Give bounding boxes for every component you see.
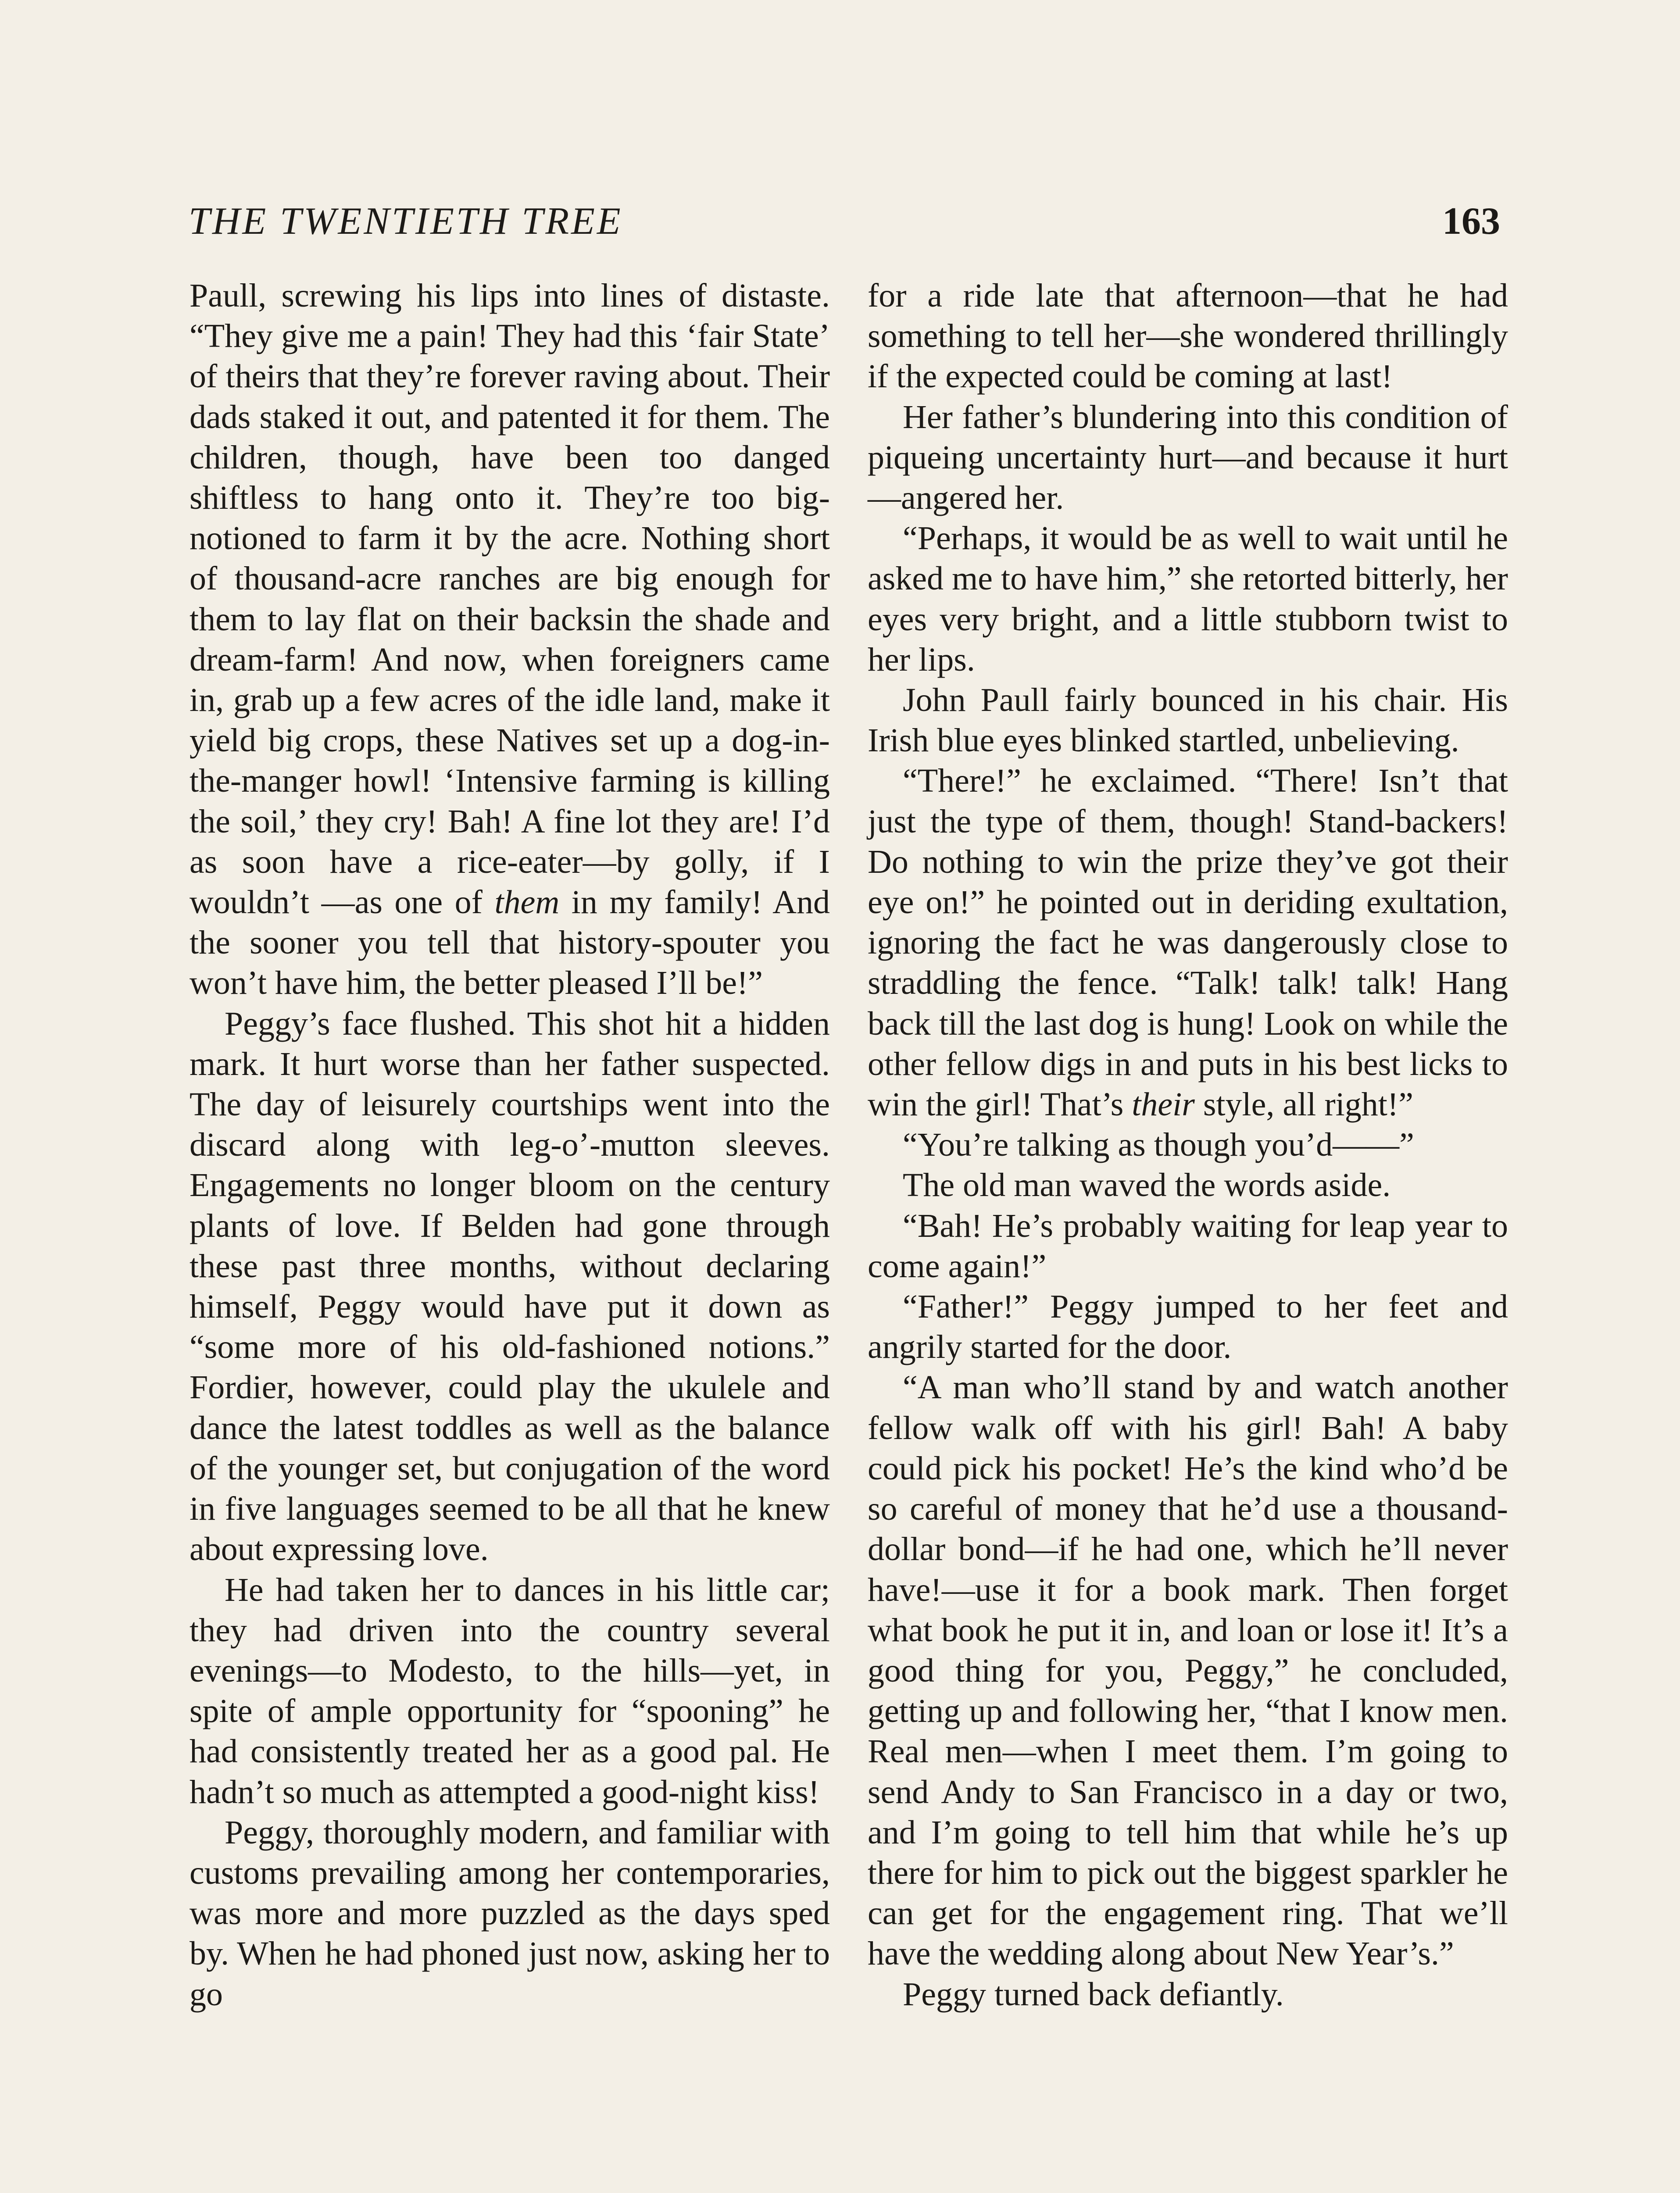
paragraph: Peggy’s face flushed. This shot hit a hidden mark. It hurt worse than her father suspected. The day of leisurely courtships went into the discard along with leg-o’-mutton sleeves. Engagements no longer bloom on the century plants of love. If Belden had gone through these past three months, without declaring himself, Peggy would have put it down as “some more of his old-fashioned notions.” Fordier, however, could play the ukulele and dance the latest toddles as well as the balance of the younger set, but conjugation of the word in five languages seemed to be all that he knew about expressing love. — [189, 1005, 830, 1568]
left-column — [189, 275, 830, 2014]
paragraph-text: style, all right!” — [1194, 1086, 1413, 1123]
running-title: THE TWENTIETH TREE — [189, 200, 623, 243]
paragraph: He had taken her to dances in his little car; they had driven into the country several evenings—to Modesto, to the hills—yet, in spite of ample opportunity for “spooning” he had consistently treated her as a good pal. He hadn’t so much as attempted a good-night kiss! — [189, 1571, 830, 1811]
paragraph: Her father’s blundering into this condition of piqueing uncertainty hurt—and because it hurt—angered her. — [868, 398, 1508, 517]
paragraph-text: “There!” he exclaimed. “There! Isn’t that just the type of them, though! Stand-backers! Do nothing to win the prize they’ve got their eye on!” he pointed out in deriding exultation, ignoring the fact he was dangerously close to straddling the fence. “Talk! talk! talk! Hang back till the last dog is hung! Look on while the other fellow digs in and puts in his best licks to win the girl! That’s — [868, 762, 1508, 1123]
paragraph: for a ride late that afternoon—that he had something to tell her—she wondered thrillingly if the expected could be coming at last! — [868, 277, 1508, 395]
paragraph: John Paull fairly bounced in his chair. His Irish blue eyes blinked startled, unbelieving. — [868, 682, 1508, 759]
page-number: 163 — [1442, 200, 1500, 243]
paragraph-text: Paull, screwing his lips into lines of distaste. “They give me a pain! They had this ‘fair State’ of theirs that they’re forever raving about. Their dads staked it out, and patented it for them. The children, though, have been too danged shiftless to hang onto it. They’re too big-notioned to farm it by the acre. Nothing short of thousand-acre ranches are big enough for them to lay flat on their backsin the shade and dream-farm! And now, when foreigners came in, grab up a few acres of the idle land, make it yield big crops, these Natives set up a dog-in-the-manger howl! ‘Intensive farming is killing the soil,’ they cry! Bah! A fine lot they are! I’d as soon have a rice-eater—by golly, if I wouldn’t —as one of — [189, 277, 830, 921]
paragraph: “Perhaps, it would be as well to wait until he asked me to have him,” she retorted bitterly, her eyes very bright, and a little stubborn twist to her lips. — [868, 520, 1508, 678]
paragraph-text: in my family! And the sooner you tell that history-spouter you won’t have him, the better pleased I’ll be!” — [189, 884, 830, 1002]
paragraph: The old man waved the words aside. — [903, 1167, 1391, 1204]
running-head — [189, 197, 1500, 246]
emphasis-text: their — [1132, 1086, 1195, 1123]
paragraph: “You’re talking as though you’d——” — [903, 1126, 1414, 1164]
paragraph — [189, 275, 830, 1004]
paragraph: Peggy, thoroughly modern, and familiar with customs prevailing among her contemporaries, was more and more puzzled as the days sped by. When he had phoned just now, asking her to go — [189, 1814, 830, 2013]
paragraph — [868, 761, 1508, 1125]
paragraph: “A man who’ll stand by and watch another fellow walk off with his girl! Bah! A baby could pick his pocket! He’s the kind who’d be so careful of money that he’d use a thousand-dollar bond—if he had one, which he’ll never have!—use it for a book mark. Then forget what book he put it in, and loan or lose it! It’s a good thing for you, Peggy,” he concluded, getting up and following her, “that I know men. Real men—when I meet them. I’m going to send Andy to San Francisco in a day or two, and I’m going to tell him that while he’s up there for him to pick out the biggest sparkler he can get for the engagement ring. That we’ll have the wedding along about New Year’s.” — [868, 1369, 1508, 1972]
emphasis-text: them — [494, 884, 560, 921]
right-column — [868, 275, 1508, 2014]
paragraph: Peggy turned back defiantly. — [903, 1975, 1284, 2013]
paragraph: “Father!” Peggy jumped to her feet and angrily started for the door. — [868, 1288, 1508, 1366]
paragraph: “Bah! He’s probably waiting for leap year to come again!” — [868, 1207, 1508, 1285]
